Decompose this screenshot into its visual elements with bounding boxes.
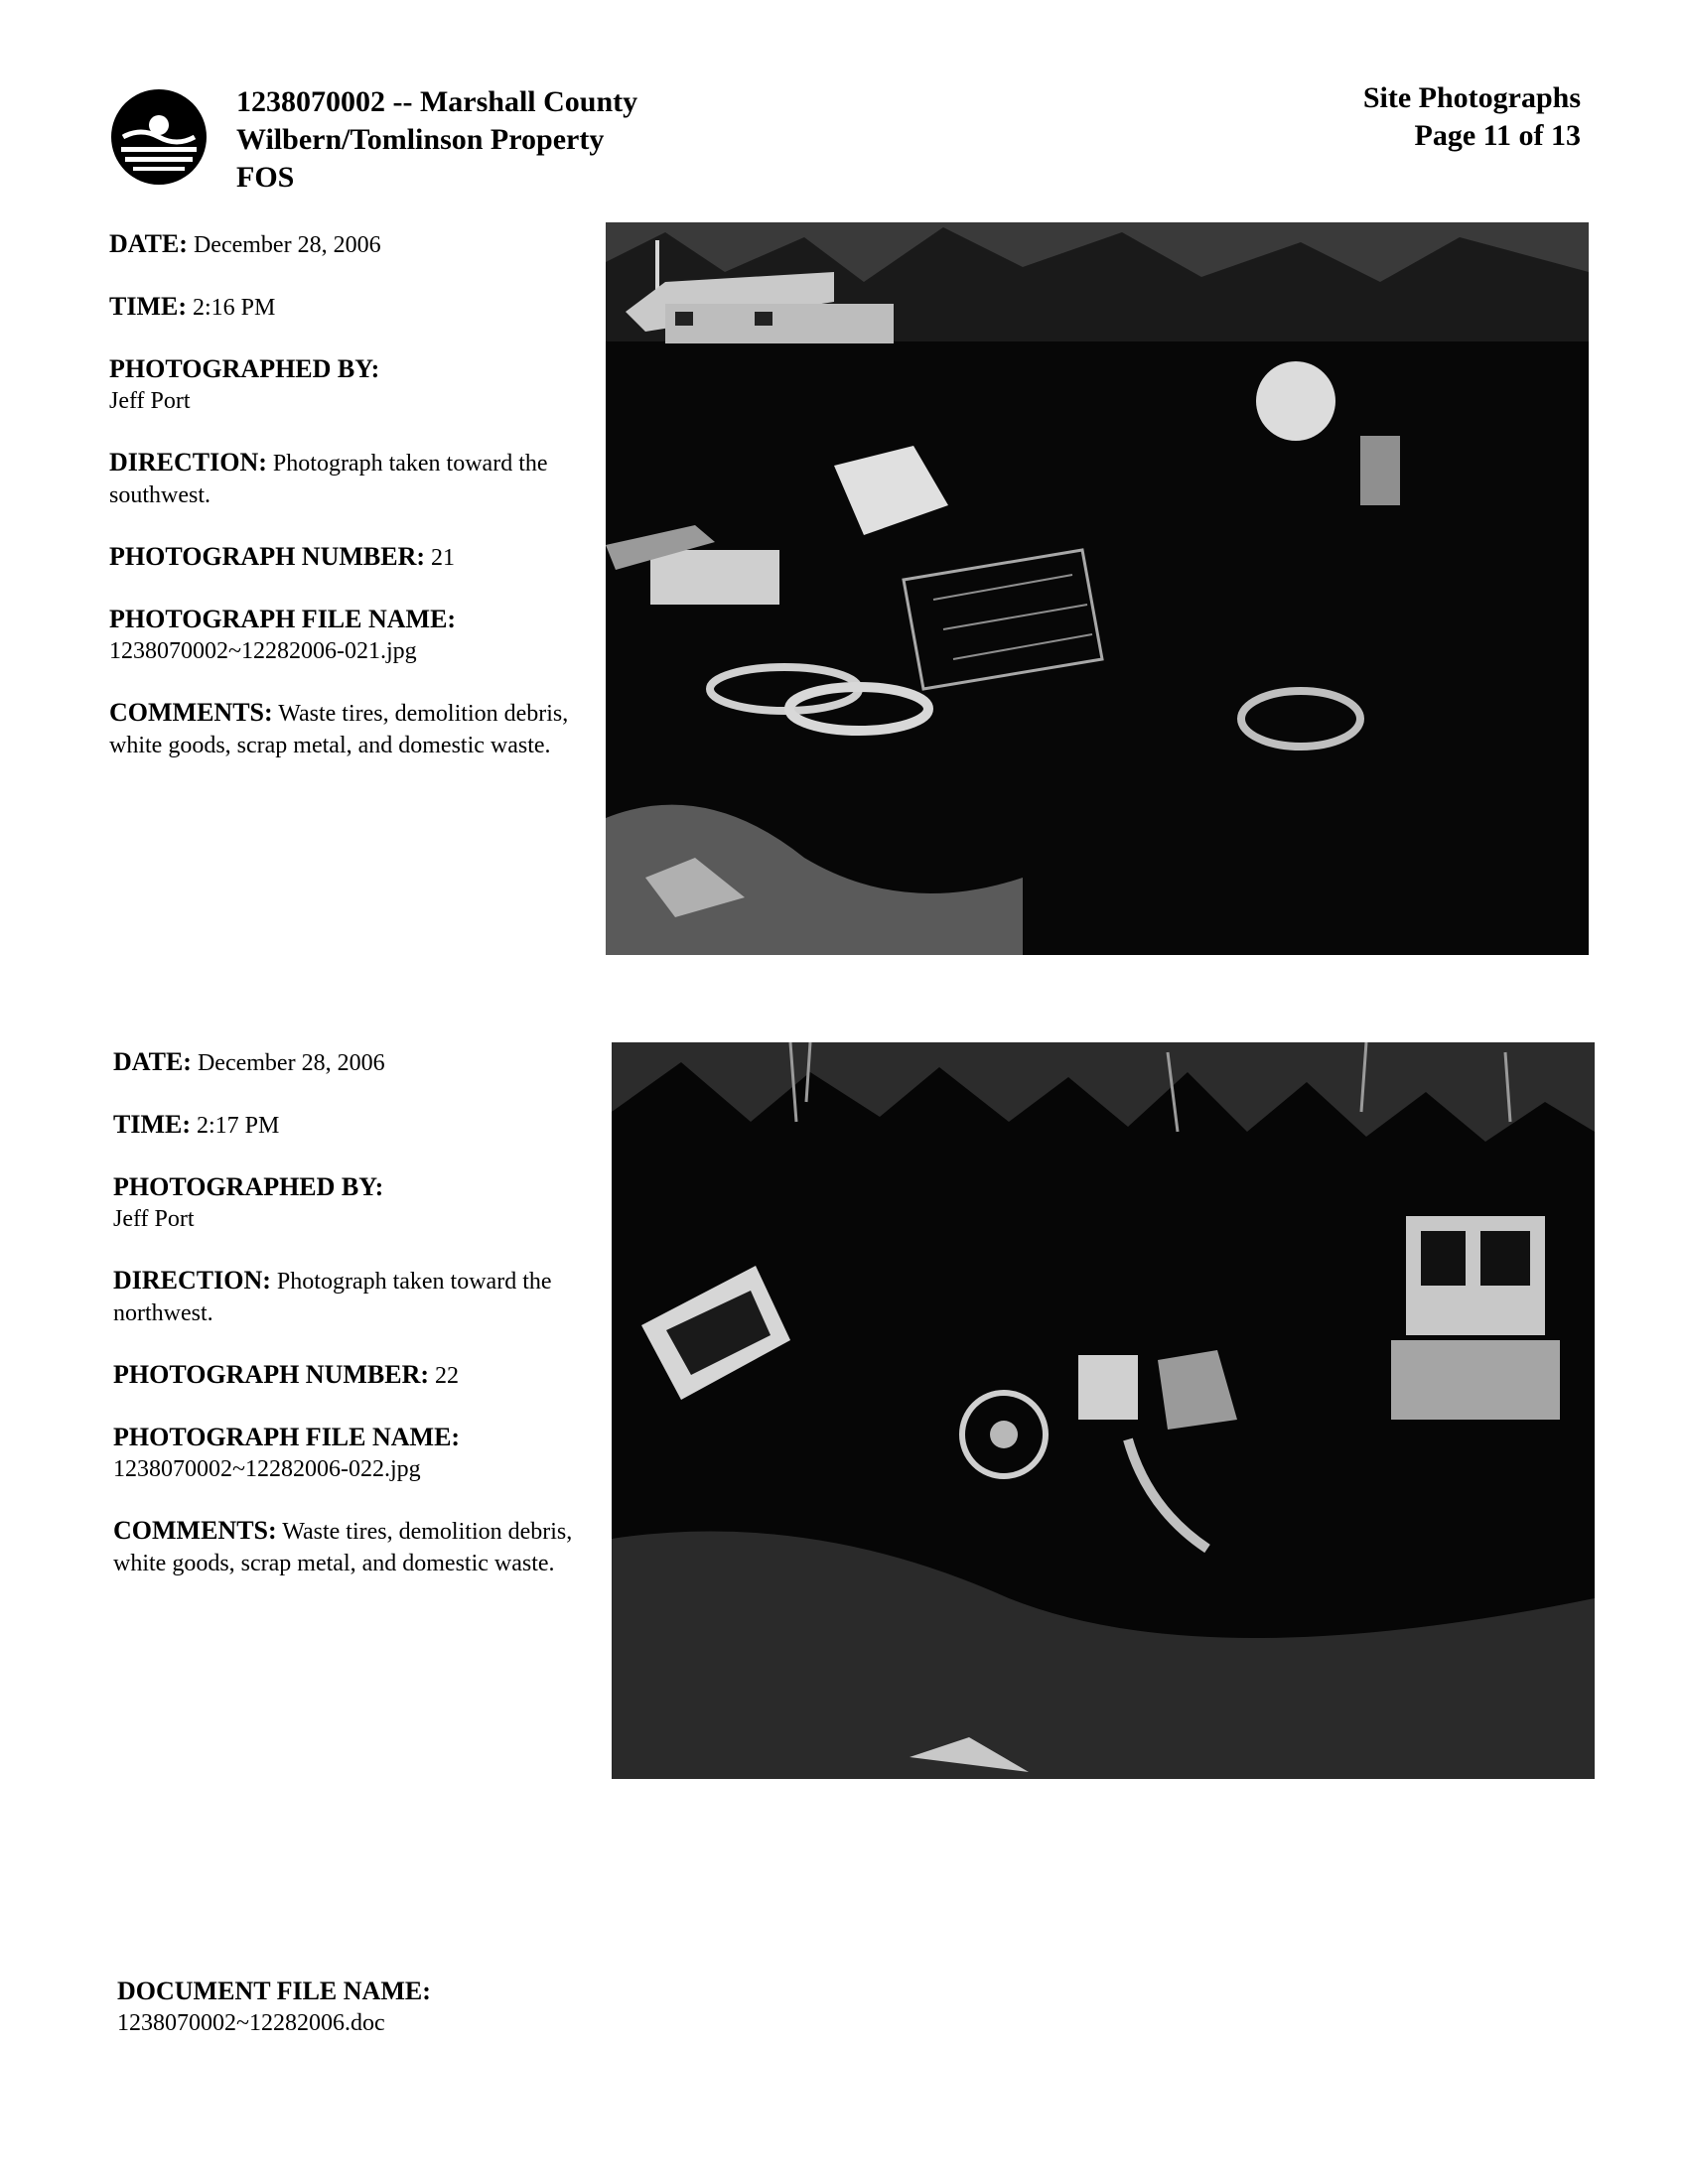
direction-value: Photograph taken toward the southwest. [109, 451, 548, 508]
comments-value: Waste tires, demolition debris, white goods, scrap metal, and domestic waste. [113, 1519, 573, 1576]
photo-file-label: PHOTOGRAPH FILE NAME: [113, 1423, 461, 1451]
direction-label: DIRECTION: [113, 1266, 271, 1295]
site-photo-22 [612, 1042, 1595, 1779]
document-file-info [117, 1976, 431, 2039]
site-photo-21 [606, 222, 1589, 955]
page-number: Page 11 of 13 [1414, 119, 1581, 152]
photographer-value: Jeff Port [113, 1206, 195, 1232]
direction-label: DIRECTION: [109, 448, 267, 477]
photo-number-label: PHOTOGRAPH NUMBER: [113, 1360, 430, 1389]
photographer-value: Jeff Port [109, 388, 191, 414]
time-value: 2:17 PM [197, 1113, 280, 1139]
property-line: Wilbern/Tomlinson Property [236, 123, 605, 156]
photo-number-label: PHOTOGRAPH NUMBER: [109, 542, 426, 571]
photographer-label: PHOTOGRAPHED BY: [113, 1172, 384, 1201]
document-header [236, 83, 637, 197]
photo-file-value: 1238070002~12282006-021.jpg [109, 638, 417, 664]
page-info [1363, 79, 1581, 155]
agency-seal-icon [109, 87, 209, 187]
photo-number-value: 21 [431, 545, 456, 571]
site-id-line: 1238070002 -- Marshall County [236, 85, 638, 118]
section-title: Site Photographs [1362, 81, 1581, 114]
document-file-label: DOCUMENT FILE NAME: [117, 1977, 431, 2005]
photo-number-value: 22 [435, 1363, 460, 1389]
date-label: DATE: [109, 229, 188, 258]
comments-label: COMMENTS: [113, 1516, 277, 1545]
program-line: FOS [236, 161, 295, 194]
date-label: DATE: [113, 1047, 192, 1076]
date-value: December 28, 2006 [193, 232, 381, 258]
photographer-label: PHOTOGRAPHED BY: [109, 354, 380, 383]
photo-21-details [109, 228, 586, 791]
time-value: 2:16 PM [193, 295, 276, 321]
direction-value: Photograph taken toward the northwest. [113, 1269, 552, 1326]
document-file-value: 1238070002~12282006.doc [117, 2010, 385, 2036]
date-value: December 28, 2006 [197, 1050, 385, 1076]
comments-value: Waste tires, demolition debris, white goods, scrap metal, and domestic waste. [109, 701, 569, 758]
photo-file-label: PHOTOGRAPH FILE NAME: [109, 605, 457, 633]
photo-file-value: 1238070002~12282006-022.jpg [113, 1456, 421, 1482]
comments-label: COMMENTS: [109, 698, 273, 727]
time-label: TIME: [109, 292, 187, 321]
time-label: TIME: [113, 1110, 191, 1139]
photo-22-details [113, 1046, 590, 1609]
